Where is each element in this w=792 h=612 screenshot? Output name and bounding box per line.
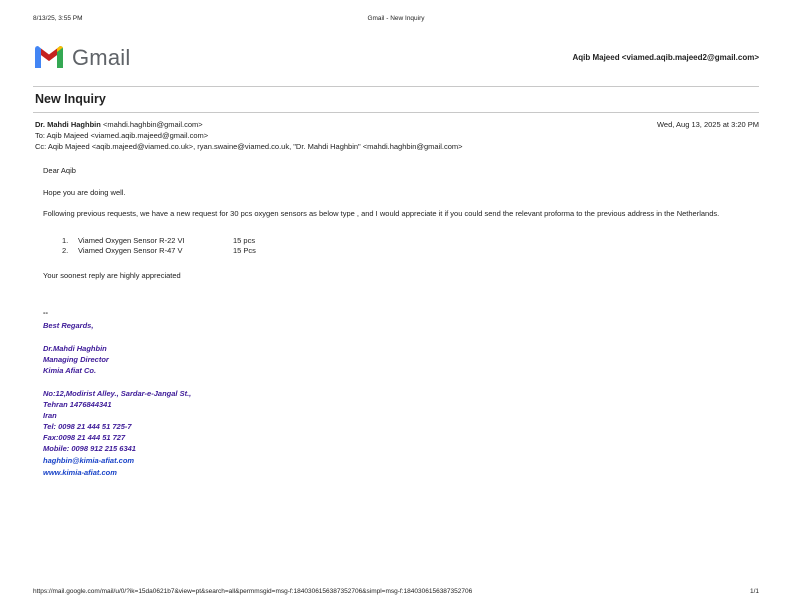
item-name: Viamed Oxygen Sensor R-22 VI	[78, 235, 185, 245]
signature-tel: Tel: 0098 21 444 51 725-7	[43, 422, 132, 431]
gmail-m-icon	[33, 44, 65, 70]
signature-city: Tehran 1476844341	[43, 400, 112, 409]
email-subject: New Inquiry	[35, 92, 106, 106]
sender-address: <mahdi.haghbin@gmail.com>	[102, 120, 203, 129]
body-paragraph: Hope you are doing well.	[43, 187, 126, 197]
divider	[33, 112, 759, 113]
item-name: Viamed Oxygen Sensor R-47 V	[78, 245, 183, 255]
sender-line	[35, 120, 203, 131]
list-item	[43, 236, 753, 246]
divider	[33, 86, 759, 87]
print-header	[0, 15, 792, 27]
signature-address: No:12,Modirist Alley., Sardar-e-Jangal St.,	[43, 389, 192, 398]
product-list	[43, 236, 753, 256]
page-url: https://mail.google.com/mail/u/0/?ik=15da0621b7&view=pt&search=all&permmsgid=msg-f:1840306156387352706&simpl=msg-f:1840306156387352706	[33, 588, 473, 595]
signature-role: Managing Director	[43, 355, 109, 364]
item-number: 2.	[62, 245, 69, 255]
item-number: 1.	[62, 235, 69, 245]
page-number: 1/1	[749, 588, 759, 595]
gmail-wordmark: Gmail	[72, 45, 131, 70]
signature-fax: Fax:0098 21 444 51 727	[43, 433, 126, 442]
email-body	[43, 166, 753, 292]
sender-name: Dr. Mahdi Haghbin	[35, 120, 101, 129]
account-email: Aqib Majeed <viamed.aqib.majeed2@gmail.com>	[572, 53, 759, 62]
body-paragraph: Following previous requests, we have a new request for 30 pcs oxygen sensors as below type , and I would appreciate it if you could send the relevant proforma to the previous address in the Netherlands.	[43, 209, 720, 218]
gmail-logo	[33, 44, 163, 72]
signature-email-link[interactable]: haghbin@kimia-afiat.com	[43, 456, 135, 465]
print-title: Gmail - New Inquiry	[367, 15, 425, 22]
signature-regards: Best Regards,	[43, 321, 94, 330]
item-quantity: 15 pcs	[233, 235, 256, 245]
signature-company: Kimia Afiat Co.	[43, 366, 97, 375]
signature-mobile: Mobile: 0098 912 215 6341	[43, 444, 136, 453]
closing: Your soonest reply are highly appreciated	[43, 270, 181, 280]
item-quantity: 15 Pcs	[233, 245, 256, 255]
sent-date: Wed, Aug 13, 2025 at 3:20 PM	[656, 120, 759, 129]
to-line: To: Aqib Majeed <viamed.aqib.majeed@gmail.com>	[35, 131, 209, 140]
cc-line: Cc: Aqib Majeed <aqib.majeed@viamed.co.uk>, ryan.swaine@viamed.co.uk, "Dr. Mahdi Haghbin" <mahdi.haghbin@gmail.com>	[35, 142, 463, 151]
list-item	[43, 246, 753, 256]
print-datetime: 8/13/25, 3:55 PM	[33, 15, 83, 22]
signature-website-link[interactable]: www.kimia-afiat.com	[43, 468, 117, 477]
greeting: Dear Aqib	[43, 166, 76, 175]
signature-country: Iran	[43, 411, 57, 420]
signature-separator: --	[43, 308, 48, 317]
signature-name: Dr.Mahdi Haghbin	[43, 344, 107, 353]
